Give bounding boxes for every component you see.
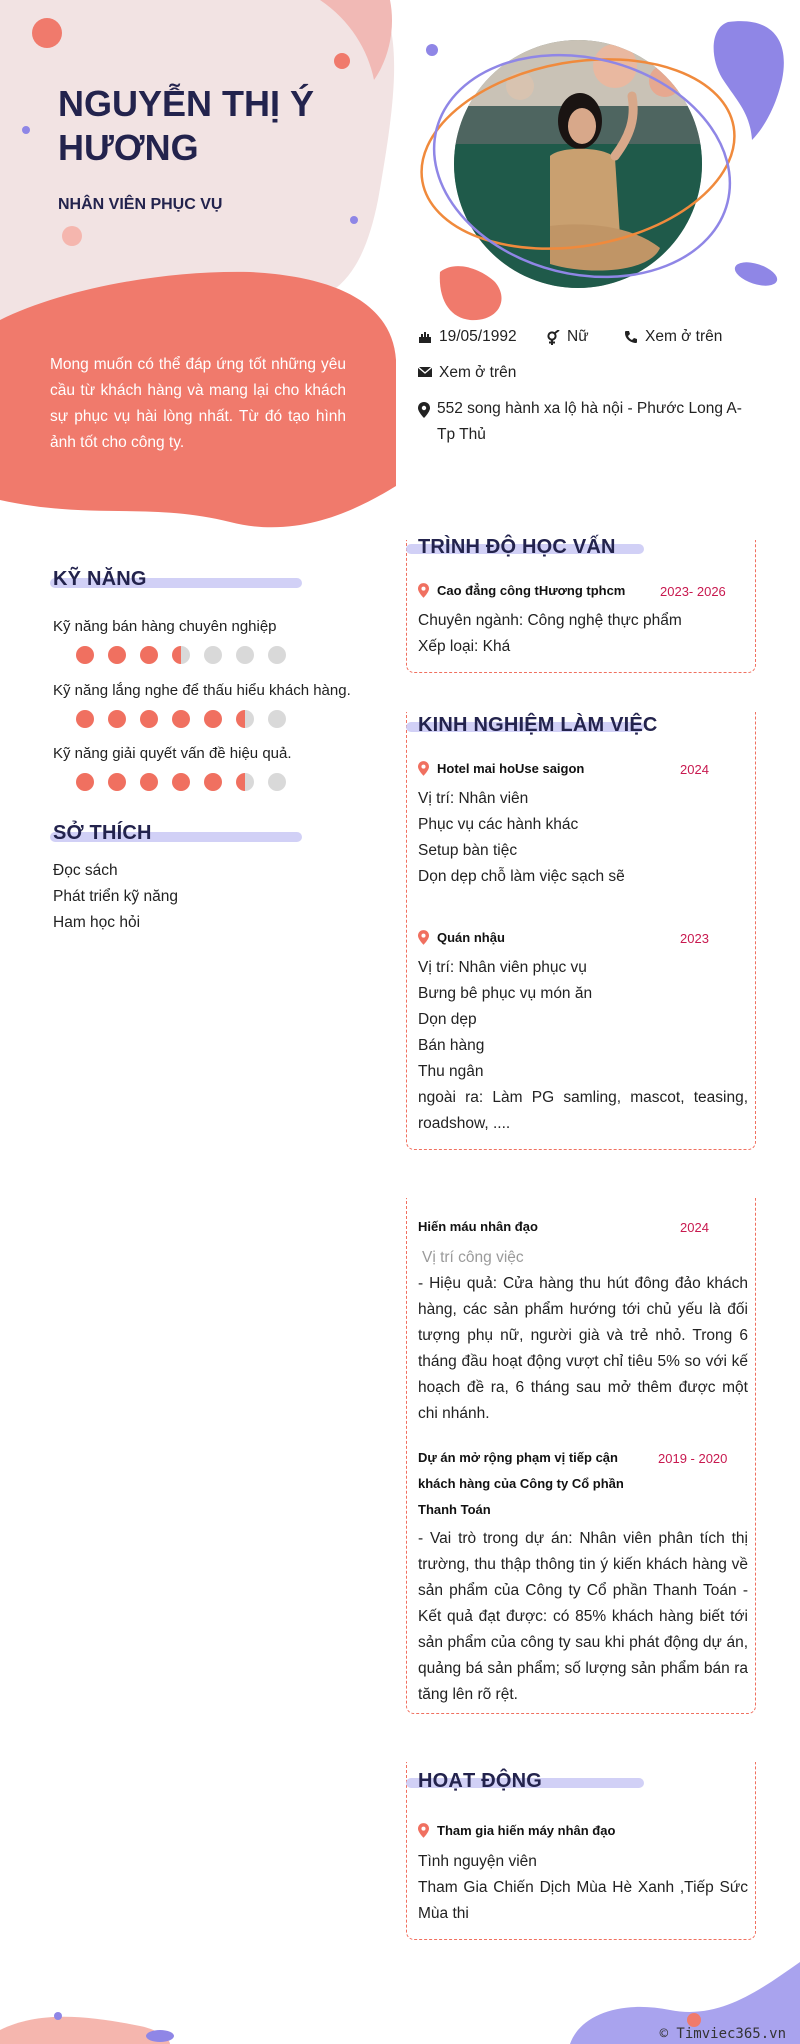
- skill-dot: [76, 710, 94, 728]
- project-title: Dự án mở rộng phạm vị tiếp cận khách hàng của Công ty Cổ phần Thanh Toán: [418, 1450, 624, 1517]
- phone-value: Xem ở trên: [645, 328, 723, 345]
- education-school: [418, 583, 625, 598]
- hobby-item: Phát triển kỹ năng: [53, 888, 178, 905]
- activity-detail: Tình nguyện viên: [418, 1853, 537, 1870]
- project-description: - Hiệu quả: Cửa hàng thu hút đông đảo khách hàng, các sản phẩm hướng tới chủ yếu là đối tượng phụ nữ, người già và trẻ nhỏ. Trong 6 tháng đầu hoạt động vượt chỉ tiêu 5% so với kế hoạch đề ra, 6 tháng sau mở thêm được một chi nhánh.: [418, 1275, 748, 1422]
- job-detail: Phục vụ các hành khác: [418, 816, 579, 833]
- skill-dot: [140, 773, 158, 791]
- avatar: [410, 26, 790, 296]
- gender-icon: [546, 330, 560, 345]
- job-detail: Dọn dẹp: [418, 1011, 477, 1028]
- location-pin-icon: [418, 402, 430, 418]
- job-detail: Setup bàn tiệc: [418, 842, 518, 859]
- job-detail: Bưng bê phục vụ món ăn: [418, 985, 593, 1002]
- skill-dot: [108, 710, 126, 728]
- skill-dot: [204, 646, 222, 664]
- company-name: Hotel mai hoUse saigon: [437, 761, 585, 776]
- job-detail: ngoài ra: Làm PG samling, mascot, teasing, roadshow, ....: [418, 1089, 748, 1132]
- project-title: Hiến máu nhân đạo: [418, 1219, 538, 1234]
- job-date: 2024: [680, 762, 709, 777]
- career-objective: Mong muốn có thể đáp ứng tốt những yêu cầu từ khách hàng và mang lại cho khách sự phục vụ hài lòng nhất. Từ đó tạo hình ảnh tốt cho công ty.: [50, 356, 346, 451]
- address-value: 552 song hành xa lộ hà nội - Phước Long A- Tp Thủ: [437, 400, 742, 443]
- project-date: 2019 - 2020: [658, 1451, 728, 1466]
- email-value: Xem ở trên: [439, 364, 517, 381]
- activities-title: HOẠT ĐỘNG: [418, 1770, 543, 1792]
- activity-name: [418, 1823, 615, 1838]
- skill-rating: [76, 646, 286, 664]
- company-name: Quán nhậu: [437, 930, 505, 945]
- skill-dot: [76, 773, 94, 791]
- email-icon: [418, 366, 432, 378]
- skill-dot: [268, 710, 286, 728]
- skill-dot: [140, 710, 158, 728]
- candidate-name: NGUYỄN THỊ Ý HƯƠNG: [58, 83, 315, 168]
- job-date: 2023: [680, 931, 709, 946]
- skill-dot: [172, 710, 190, 728]
- skill-dot: [236, 710, 254, 728]
- skill-dot: [236, 773, 254, 791]
- skill-dot: [236, 646, 254, 664]
- skills-title: KỸ NĂNG: [53, 568, 147, 590]
- skill-dot: [172, 773, 190, 791]
- experience-title: KINH NGHIỆM LÀM VIỆC: [418, 714, 658, 736]
- skill-dot: [204, 773, 222, 791]
- school-name: Cao đẳng công tHương tphcm: [437, 583, 626, 598]
- education-rank: Xếp loại: Khá: [418, 638, 511, 655]
- job-company: [418, 761, 584, 776]
- phone-icon: [624, 330, 638, 344]
- watermark: © Timviec365.vn: [659, 2026, 786, 2042]
- location-pin-icon: [418, 930, 429, 945]
- job-detail: Dọn dẹp chỗ làm việc sạch sẽ: [418, 868, 625, 885]
- hobby-item: Đọc sách: [53, 862, 118, 879]
- skill-rating: [76, 773, 286, 791]
- hobbies-title: SỞ THÍCH: [53, 822, 152, 844]
- location-pin-icon: [418, 583, 429, 598]
- location-pin-icon: [418, 1823, 429, 1838]
- skill-dot: [108, 646, 126, 664]
- skill-dot: [268, 773, 286, 791]
- contact-address: [418, 396, 754, 448]
- skill-rating: [76, 710, 286, 728]
- skill-name: Kỹ năng lắng nghe để thấu hiểu khách hàng.: [53, 682, 351, 699]
- skill-name: Kỹ năng bán hàng chuyên nghiệp: [53, 618, 277, 635]
- education-title: TRÌNH ĐỘ HỌC VẤN: [418, 536, 616, 558]
- birthday-cake-icon: [418, 330, 432, 344]
- skill-dot: [268, 646, 286, 664]
- location-pin-icon: [418, 761, 429, 776]
- skill-dot: [204, 710, 222, 728]
- skill-dot: [108, 773, 126, 791]
- skill-dot: [172, 646, 190, 664]
- contact-birthday: [418, 324, 517, 350]
- project-description: - Vai trò trong dự án: Nhân viên phân tích thị trường, thu thập thông tin ý kiến khách hàng về sản phẩm của Công ty Cổ phần Thanh Toán - Kết quả đạt được: có 85% khách hàng biết tới sản phẩm của công ty sau khi phát động dự án, quảng bá sản phẩm; số lượng sản phẩm bán ra tăng lên rõ rệt.: [418, 1530, 748, 1703]
- candidate-role: NHÂN VIÊN PHỤC VỤ: [58, 196, 223, 213]
- contact-phone: [624, 324, 722, 350]
- job-detail: Vị trí: Nhân viên: [418, 790, 529, 807]
- activity-title: Tham gia hiến máy nhân đạo: [437, 1823, 616, 1838]
- hobby-item: Ham học hỏi: [53, 914, 141, 931]
- job-detail: Bán hàng: [418, 1037, 485, 1054]
- project-position: Vị trí công việc: [422, 1249, 524, 1266]
- project-date: 2024: [680, 1220, 709, 1235]
- contact-email: [418, 360, 516, 386]
- gender-value: Nữ: [567, 328, 589, 345]
- contact-gender: [546, 324, 589, 350]
- birthday-value: 19/05/1992: [439, 328, 517, 345]
- job-detail: Thu ngân: [418, 1063, 484, 1080]
- skill-dot: [140, 646, 158, 664]
- education-major: Chuyên ngành: Công nghệ thực phẩm: [418, 612, 682, 629]
- job-company: [418, 930, 505, 945]
- job-detail: Vị trí: Nhân viên phục vụ: [418, 959, 587, 976]
- education-date: 2023- 2026: [660, 584, 726, 599]
- skill-dot: [76, 646, 94, 664]
- activity-detail: Tham Gia Chiến Dịch Mùa Hè Xanh ,Tiếp Sức Mùa thi: [418, 1879, 748, 1922]
- skill-name: Kỹ năng giải quyết vấn đề hiệu quả.: [53, 745, 292, 762]
